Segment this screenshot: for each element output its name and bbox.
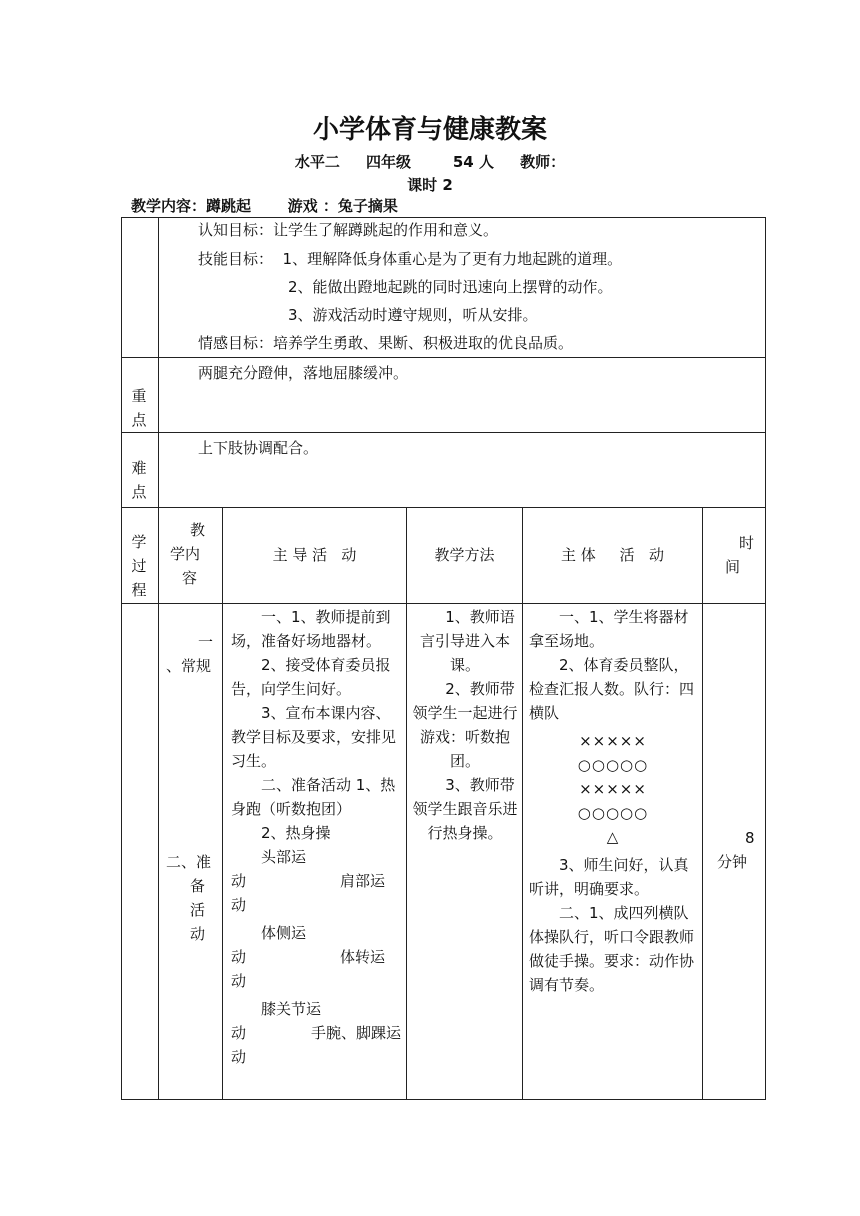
objective-skill-1: 技能目标： 1、理解降低身体重心是为了更有力地起跳的道理。: [198, 250, 623, 268]
lead-p4: 二、准备活动 1、热身跑（听数抱团）: [231, 776, 396, 818]
formation-teacher: △: [606, 828, 620, 846]
subject-p4: 二、1、成四列横队体操队行，听口令跟教师做徒手操。要求：动作协调有节奏。: [529, 904, 695, 994]
difficulty-label: 难 点: [131, 459, 147, 501]
exercise-2: 体侧运 动 体转运 动: [231, 924, 385, 990]
teaching-method: [412, 605, 518, 845]
formation-row-3: ×××××: [579, 780, 647, 798]
method-p1: 1、教师语言引导进入本课。: [419, 608, 515, 674]
game-value: ：兔子摘果: [322, 197, 398, 215]
content-value: 蹲跳起: [206, 197, 252, 215]
lead-p3: 3、宣布本课内容、教学目标及要求，安排见习生。: [231, 704, 397, 770]
header-method: 教学方法: [434, 546, 495, 564]
grade: 四年级: [366, 153, 412, 171]
header-subject-activity: 主 体 活 动: [561, 546, 664, 564]
subject-p3: 3、师生问好，认真听讲，明确要求。: [529, 856, 689, 898]
level: 水平二: [294, 153, 340, 171]
formation-diagram: [529, 729, 697, 849]
key-point-label: 重 点: [131, 387, 147, 429]
exercise-1: 头部运 动 肩部运 动: [231, 848, 385, 914]
subject-activity: [529, 605, 697, 997]
difficulty-text: 上下肢协调配合。: [198, 439, 319, 457]
subject-p2: 2、体育委员整队，检查汇报人数。队行：四横队: [529, 656, 695, 722]
section-routine: 一 、常规: [166, 633, 214, 675]
meta-line: [0, 151, 860, 172]
header-lead-activity: 主 导 活 动: [272, 546, 357, 564]
time-value: 8 分钟: [717, 829, 755, 871]
formation-row-2: ○○○○○: [577, 756, 649, 774]
exercise-3: 膝关节运 动 手腕、脚踝运 动: [231, 1000, 401, 1066]
page-title: 小学体育与健康教案: [312, 115, 547, 145]
game-label: 游戏: [287, 197, 318, 215]
lesson-number: 课时 2: [407, 176, 453, 194]
subject-p1: 一、1、学生将器材拿至场地。: [529, 608, 689, 650]
lead-p1: 一、1、教师提前到场，准备好场地器材。: [231, 608, 391, 650]
section-warmup: 二、准 备 活 动: [166, 853, 212, 943]
lead-activity: [231, 605, 401, 1069]
header-content: 教 学内 容: [170, 521, 206, 587]
method-p2: 2、教师带领学生一起进行游戏：听数抱团。: [412, 680, 518, 770]
objective-affective: 情感目标：培养学生勇敢、果断、积极进取的优良品质。: [198, 334, 574, 352]
header-time: 时 间: [725, 534, 755, 576]
objective-skill-3: 3、游戏活动时遵守规则，听从安排。: [288, 306, 538, 324]
objective-cognitive: 认知目标：让学生了解蹲跳起的作用和意义。: [198, 221, 499, 239]
formation-row-1: ×××××: [579, 732, 647, 750]
formation-row-4: ○○○○○: [577, 804, 649, 822]
lead-p5: 2、热身操: [261, 824, 331, 842]
teacher-label: 教师：: [520, 153, 566, 171]
objective-skill-2: 2、能做出蹬地起跳的同时迅速向上摆臂的动作。: [288, 278, 613, 296]
key-point-text: 两腿充分蹬伸，落地屈膝缓冲。: [198, 364, 409, 382]
lead-p2: 2、接受体育委员报告，向学生问好。: [231, 656, 391, 698]
content-label: 教学内容：: [131, 197, 207, 215]
content-line: [131, 195, 398, 216]
header-process: 学 过 程: [131, 533, 147, 599]
method-p3: 3、教师带领学生跟音乐进行热身操。: [412, 776, 518, 842]
student-count: 54 人: [452, 153, 494, 171]
